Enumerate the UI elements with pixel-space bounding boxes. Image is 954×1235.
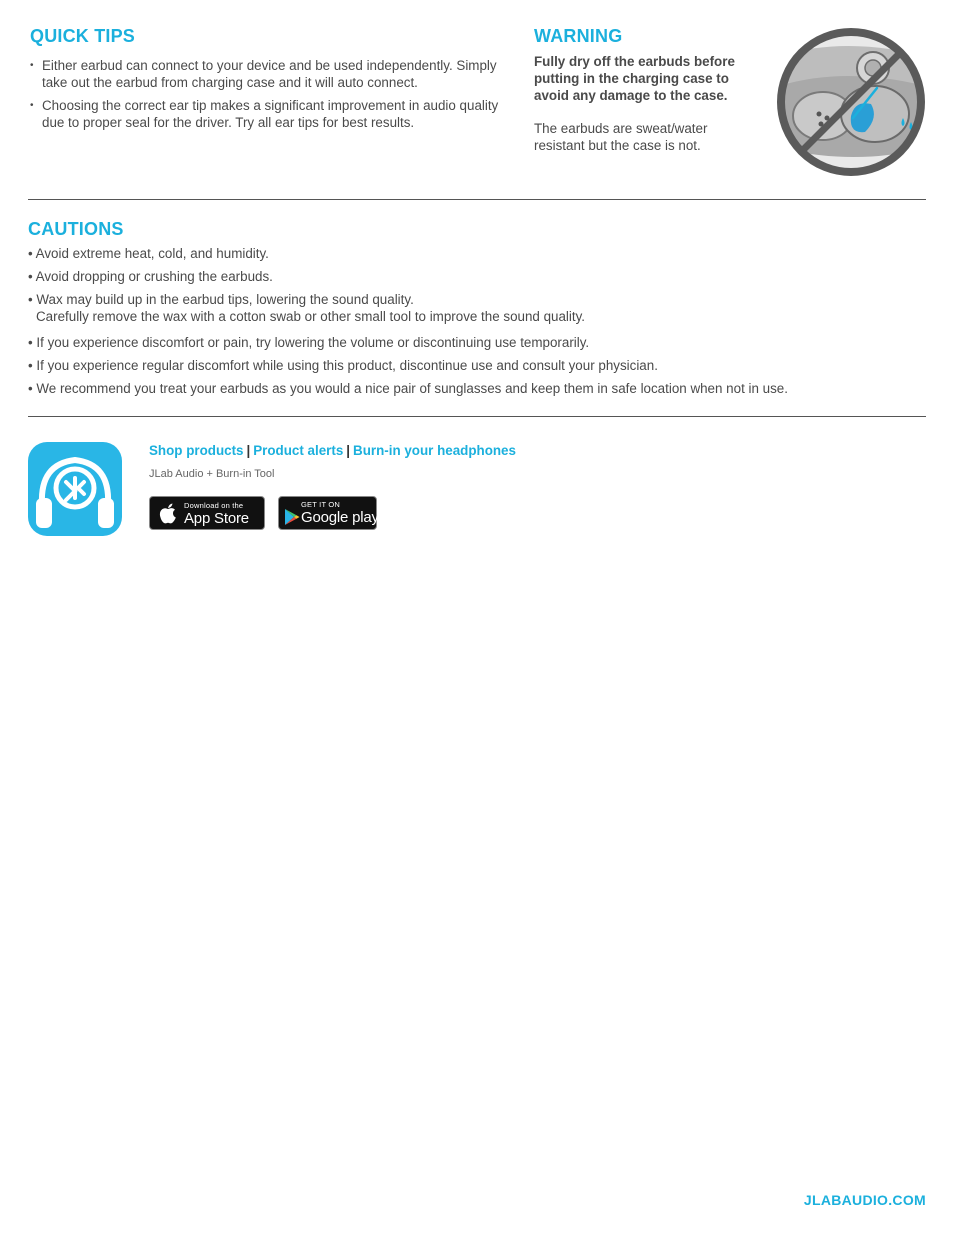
burn-in-link[interactable]: Burn-in your headphones xyxy=(353,443,516,458)
apple-logo-icon xyxy=(159,503,177,524)
warning-text: The earbuds are sweat/water resistant but the case is not. xyxy=(534,121,708,153)
quick-tip-item: • Choosing the correct ear tip makes a significant improvement in audio quality due to proper seal for the driver. Try all ear tips for best results. xyxy=(29,97,509,131)
caution-item: • If you experience discomfort or pain, try lowering the volume or discontinuing use temporarily. xyxy=(28,335,590,350)
cautions-title: CAUTIONS xyxy=(28,219,124,239)
app-caption: JLab Audio + Burn-in Tool xyxy=(149,468,275,480)
google-play-badge-small: GET IT ON xyxy=(301,500,341,509)
caution-item: • Wax may build up in the earbud tips, lowering the sound quality. Carefully remove the wax with a cotton swab or other small tool to improve the sound quality. xyxy=(28,292,586,324)
quick-tips-list xyxy=(29,57,509,137)
section-divider xyxy=(28,416,926,417)
shop-products-link[interactable]: Shop products xyxy=(149,443,244,458)
app-store-badge[interactable] xyxy=(149,496,265,530)
footer-website[interactable]: JLABAUDIO.COM xyxy=(803,1192,926,1208)
quick-tip-item: • Either earbud can connect to your device and be used independently. Simply take out the earbud from charging case and it will auto connect. xyxy=(29,57,509,91)
caution-item: • Avoid extreme heat, cold, and humidity. xyxy=(28,246,269,261)
headphones-icon xyxy=(28,442,122,536)
link-separator: | xyxy=(246,443,251,458)
google-play-badge-big: Google play xyxy=(301,509,379,526)
app-store-badge-small: Download on the xyxy=(184,501,244,510)
warning-title: WARNING xyxy=(534,26,623,46)
quick-tips-title: QUICK TIPS xyxy=(30,26,136,46)
cautions-list xyxy=(28,245,928,403)
google-play-badge[interactable] xyxy=(278,496,377,530)
google-play-logo-icon xyxy=(284,508,300,526)
caution-item: • We recommend you treat your earbuds as you would a nice pair of sunglasses and keep them in safe location when not in use. xyxy=(28,381,788,396)
section-divider xyxy=(28,199,926,200)
link-separator: | xyxy=(346,443,351,458)
product-alerts-link[interactable]: Product alerts xyxy=(253,443,344,458)
app-links xyxy=(149,443,516,458)
no-wet-earbuds-in-case-icon xyxy=(775,26,927,178)
caution-item: • Avoid dropping or crushing the earbuds. xyxy=(28,269,273,284)
app-store-badge-big: App Store xyxy=(184,510,249,527)
jlab-app-icon[interactable] xyxy=(28,442,122,536)
caution-item: • If you experience regular discomfort while using this product, discontinue use and consult your physician. xyxy=(28,358,658,373)
warning-bold-text: Fully dry off the earbuds before putting in the charging case to avoid any damage to the case. xyxy=(534,54,735,103)
